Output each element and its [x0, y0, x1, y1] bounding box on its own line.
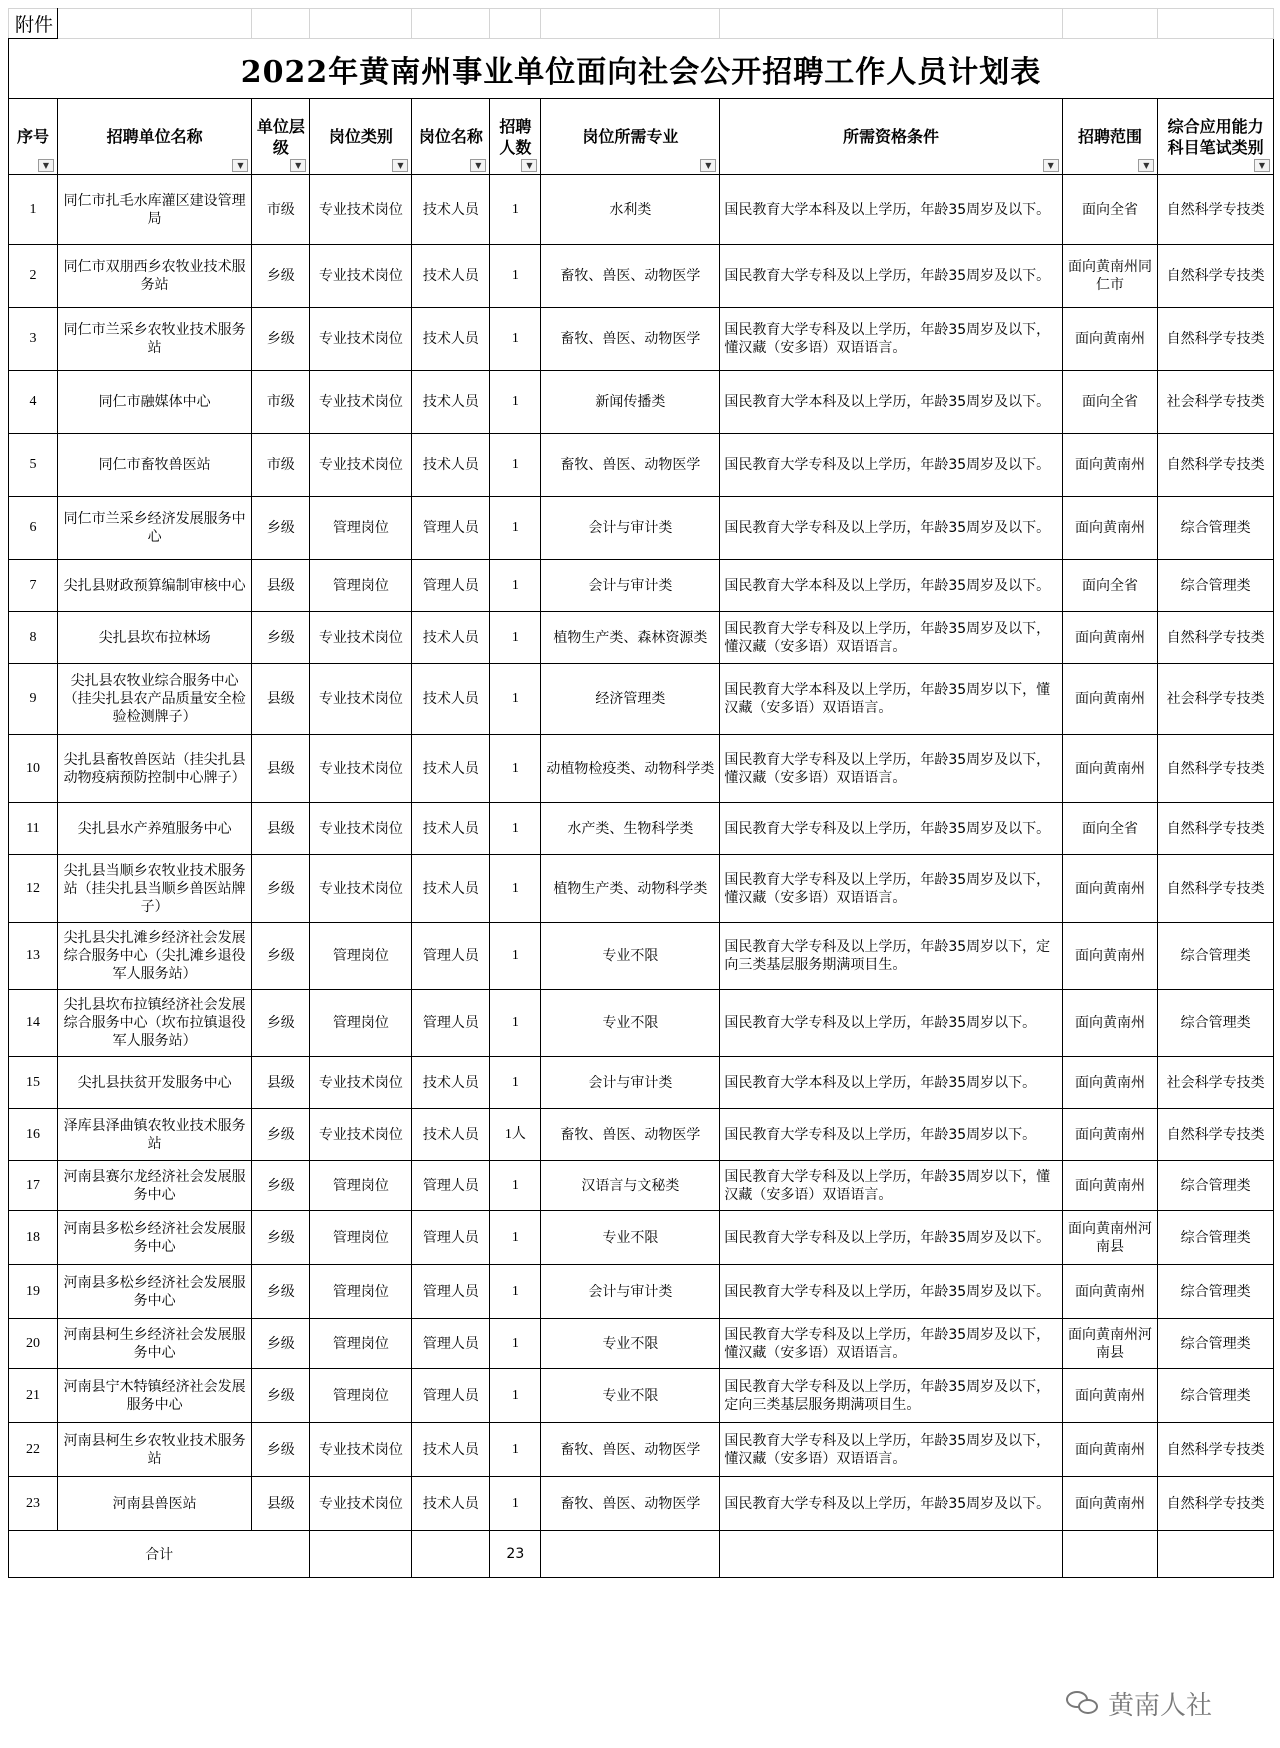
cell-requirements: 国民教育大学专科及以上学历，年龄35周岁及以下。 — [720, 497, 1062, 560]
cell-unit: 尖扎县坎布拉镇经济社会发展综合服务中心（坎布拉镇退役军人服务站） — [57, 990, 252, 1057]
cell-category: 管理岗位 — [310, 923, 412, 990]
table-row — [9, 434, 1274, 497]
cell-scope: 面向黄南州 — [1062, 1161, 1158, 1211]
cell-seq: 17 — [9, 1161, 58, 1211]
cell-category: 管理岗位 — [310, 1161, 412, 1211]
header-row — [9, 99, 1274, 175]
cell-category: 专业技术岗位 — [310, 308, 412, 371]
cell-level: 县级 — [252, 803, 310, 855]
cell-requirements: 国民教育大学专科及以上学历，年龄35周岁及以下，懂汉藏（安多语）双语语言。 — [720, 1319, 1062, 1369]
total-count: 23 — [490, 1531, 541, 1578]
cell-position: 技术人员 — [412, 175, 490, 245]
cell-major: 植物生产类、动物科学类 — [541, 855, 720, 923]
total-empty — [412, 1531, 490, 1578]
cell-level: 乡级 — [252, 1319, 310, 1369]
cell-scope: 面向黄南州 — [1062, 1265, 1158, 1319]
filter-dropdown-icon[interactable]: ▼ — [392, 159, 408, 172]
cell-major: 专业不限 — [541, 923, 720, 990]
filter-dropdown-icon[interactable]: ▼ — [38, 159, 54, 172]
cell-category: 专业技术岗位 — [310, 371, 412, 434]
cell-level: 乡级 — [252, 245, 310, 308]
cell-position: 管理人员 — [412, 1369, 490, 1423]
cell-requirements: 国民教育大学专科及以上学历，年龄35周岁及以下。 — [720, 1211, 1062, 1265]
cell-major: 畜牧、兽医、动物医学 — [541, 1423, 720, 1477]
cell-unit: 河南县宁木特镇经济社会发展服务中心 — [57, 1369, 252, 1423]
table-row — [9, 923, 1274, 990]
cell-position: 技术人员 — [412, 855, 490, 923]
cell-count: 1 — [490, 1423, 541, 1477]
cell-exam: 社会科学专技类 — [1158, 664, 1274, 735]
cell-seq: 20 — [9, 1319, 58, 1369]
cell-major: 汉语言与文秘类 — [541, 1161, 720, 1211]
cell-unit: 尖扎县财政预算编制审核中心 — [57, 560, 252, 612]
table-row — [9, 308, 1274, 371]
cell-scope: 面向黄南州河南县 — [1062, 1211, 1158, 1265]
cell-scope: 面向黄南州 — [1062, 308, 1158, 371]
table-row — [9, 560, 1274, 612]
cell-requirements: 国民教育大学本科及以上学历，年龄35周岁及以下。 — [720, 371, 1062, 434]
cell-position: 技术人员 — [412, 308, 490, 371]
cell-seq: 5 — [9, 434, 58, 497]
table-row — [9, 1057, 1274, 1109]
cell-category: 管理岗位 — [310, 560, 412, 612]
header-count: 招聘人数 ▼ — [490, 99, 541, 175]
cell-major: 畜牧、兽医、动物医学 — [541, 1477, 720, 1531]
total-label: 合计 — [9, 1531, 310, 1578]
cell-exam: 自然科学专技类 — [1158, 308, 1274, 371]
cell-level: 县级 — [252, 560, 310, 612]
cell-exam: 自然科学专技类 — [1158, 245, 1274, 308]
table-row — [9, 1265, 1274, 1319]
page-title: 2022年黄南州事业单位面向社会公开招聘工作人员计划表 — [9, 39, 1274, 99]
cell-category: 专业技术岗位 — [310, 803, 412, 855]
cell-scope: 面向黄南州 — [1062, 735, 1158, 803]
cell-exam: 综合管理类 — [1158, 560, 1274, 612]
header-exam: 综合应用能力科目笔试类别 ▼ — [1158, 99, 1274, 175]
cell-seq: 3 — [9, 308, 58, 371]
cell-level: 县级 — [252, 735, 310, 803]
cell-scope: 面向黄南州 — [1062, 1477, 1158, 1531]
cell-exam: 综合管理类 — [1158, 1161, 1274, 1211]
cell-scope: 面向黄南州 — [1062, 497, 1158, 560]
header-level: 单位层级 ▼ — [252, 99, 310, 175]
cell-category: 管理岗位 — [310, 1319, 412, 1369]
table-row — [9, 1211, 1274, 1265]
total-empty — [310, 1531, 412, 1578]
cell-requirements: 国民教育大学专科及以上学历，年龄35周岁及以下。 — [720, 1477, 1062, 1531]
cell-position: 管理人员 — [412, 990, 490, 1057]
cell-scope: 面向黄南州 — [1062, 664, 1158, 735]
cell-count: 1 — [490, 497, 541, 560]
cell-count: 1 — [490, 803, 541, 855]
cell-category: 管理岗位 — [310, 1265, 412, 1319]
cell-exam: 自然科学专技类 — [1158, 1477, 1274, 1531]
cell-major: 专业不限 — [541, 1369, 720, 1423]
cell-count: 1 — [490, 371, 541, 434]
total-row — [9, 1531, 1274, 1578]
cell-count: 1 — [490, 1211, 541, 1265]
cell-unit: 河南县兽医站 — [57, 1477, 252, 1531]
recruitment-plan-table — [8, 8, 1274, 1578]
header-requirements: 所需资格条件 ▼ — [720, 99, 1062, 175]
cell-category: 专业技术岗位 — [310, 434, 412, 497]
cell-count: 1 — [490, 175, 541, 245]
cell-seq: 23 — [9, 1477, 58, 1531]
cell-category: 专业技术岗位 — [310, 1109, 412, 1161]
header-scope: 招聘范围 ▼ — [1062, 99, 1158, 175]
cell-major: 会计与审计类 — [541, 497, 720, 560]
cell-scope: 面向黄南州 — [1062, 990, 1158, 1057]
cell-seq: 7 — [9, 560, 58, 612]
filter-dropdown-icon[interactable]: ▼ — [232, 159, 248, 172]
cell-requirements: 国民教育大学专科及以上学历，年龄35周岁及以下。 — [720, 434, 1062, 497]
cell-requirements: 国民教育大学专科及以上学历，年龄35周岁及以下，定向三类基层服务期满项目生。 — [720, 1369, 1062, 1423]
cell-exam: 自然科学专技类 — [1158, 855, 1274, 923]
filter-dropdown-icon[interactable]: ▼ — [1138, 159, 1154, 172]
cell-category: 专业技术岗位 — [310, 175, 412, 245]
cell-requirements: 国民教育大学专科及以上学历，年龄35周岁及以下，懂汉藏（安多语）双语语言。 — [720, 612, 1062, 664]
cell-category: 专业技术岗位 — [310, 855, 412, 923]
cell-category: 管理岗位 — [310, 990, 412, 1057]
cell-scope: 面向黄南州同仁市 — [1062, 245, 1158, 308]
cell-seq: 8 — [9, 612, 58, 664]
cell-category: 管理岗位 — [310, 1369, 412, 1423]
header-seq: 序号 ▼ — [9, 99, 58, 175]
cell-count: 1 — [490, 664, 541, 735]
cell-level: 乡级 — [252, 923, 310, 990]
cell-category: 管理岗位 — [310, 497, 412, 560]
cell-exam: 自然科学专技类 — [1158, 1109, 1274, 1161]
cell-requirements: 国民教育大学专科及以上学历，年龄35周岁及以下，懂汉藏（安多语）双语语言。 — [720, 735, 1062, 803]
cell-requirements: 国民教育大学专科及以上学历，年龄35周岁以下。 — [720, 1109, 1062, 1161]
cell-scope: 面向黄南州 — [1062, 923, 1158, 990]
cell-seq: 18 — [9, 1211, 58, 1265]
cell-scope: 面向全省 — [1062, 175, 1158, 245]
total-empty — [541, 1531, 720, 1578]
cell-category: 专业技术岗位 — [310, 1057, 412, 1109]
cell-major: 专业不限 — [541, 990, 720, 1057]
cell-seq: 22 — [9, 1423, 58, 1477]
header-category: 岗位类别 ▼ — [310, 99, 412, 175]
filter-dropdown-icon[interactable]: ▼ — [1043, 159, 1059, 172]
cell-unit: 河南县柯生乡经济社会发展服务中心 — [57, 1319, 252, 1369]
table-row — [9, 735, 1274, 803]
cell-category: 专业技术岗位 — [310, 664, 412, 735]
cell-unit: 泽库县泽曲镇农牧业技术服务站 — [57, 1109, 252, 1161]
table-row — [9, 371, 1274, 434]
cell-level: 市级 — [252, 175, 310, 245]
table-row — [9, 175, 1274, 245]
cell-exam: 自然科学专技类 — [1158, 803, 1274, 855]
cell-level: 县级 — [252, 664, 310, 735]
cell-major: 专业不限 — [541, 1319, 720, 1369]
cell-level: 乡级 — [252, 497, 310, 560]
table-row — [9, 1369, 1274, 1423]
cell-count: 1 — [490, 245, 541, 308]
cell-unit: 尖扎县坎布拉林场 — [57, 612, 252, 664]
cell-major: 会计与审计类 — [541, 560, 720, 612]
cell-scope: 面向黄南州 — [1062, 855, 1158, 923]
cell-seq: 16 — [9, 1109, 58, 1161]
total-empty — [720, 1531, 1062, 1578]
cell-seq: 21 — [9, 1369, 58, 1423]
cell-exam: 综合管理类 — [1158, 1265, 1274, 1319]
cell-exam: 自然科学专技类 — [1158, 1423, 1274, 1477]
table-row — [9, 803, 1274, 855]
cell-major: 畜牧、兽医、动物医学 — [541, 434, 720, 497]
cell-major: 植物生产类、森林资源类 — [541, 612, 720, 664]
cell-position: 管理人员 — [412, 1211, 490, 1265]
cell-major: 新闻传播类 — [541, 371, 720, 434]
cell-exam: 综合管理类 — [1158, 923, 1274, 990]
cell-unit: 同仁市双朋西乡农牧业技术服务站 — [57, 245, 252, 308]
cell-level: 市级 — [252, 371, 310, 434]
cell-count: 1 — [490, 1057, 541, 1109]
cell-level: 乡级 — [252, 1265, 310, 1319]
cell-requirements: 国民教育大学专科及以上学历，年龄35周岁及以下，懂汉藏（安多语）双语语言。 — [720, 1423, 1062, 1477]
cell-position: 技术人员 — [412, 735, 490, 803]
cell-category: 专业技术岗位 — [310, 245, 412, 308]
cell-major: 水利类 — [541, 175, 720, 245]
cell-level: 县级 — [252, 1477, 310, 1531]
cell-exam: 自然科学专技类 — [1158, 612, 1274, 664]
cell-level: 县级 — [252, 1057, 310, 1109]
cell-level: 乡级 — [252, 308, 310, 371]
cell-unit: 同仁市扎毛水库灌区建设管理局 — [57, 175, 252, 245]
cell-count: 1 — [490, 308, 541, 371]
cell-position: 管理人员 — [412, 1265, 490, 1319]
cell-count: 1 — [490, 1161, 541, 1211]
table-row — [9, 1161, 1274, 1211]
cell-requirements: 国民教育大学专科及以上学历，年龄35周岁及以下。 — [720, 803, 1062, 855]
cell-seq: 10 — [9, 735, 58, 803]
cell-count: 1 — [490, 612, 541, 664]
cell-unit: 尖扎县当顺乡农牧业技术服务站（挂尖扎县当顺乡兽医站牌子） — [57, 855, 252, 923]
cell-position: 管理人员 — [412, 1319, 490, 1369]
header-position: 岗位名称 ▼ — [412, 99, 490, 175]
cell-requirements: 国民教育大学专科及以上学历，年龄35周岁及以下。 — [720, 1265, 1062, 1319]
cell-exam: 自然科学专技类 — [1158, 434, 1274, 497]
cell-position: 技术人员 — [412, 245, 490, 308]
cell-position: 技术人员 — [412, 434, 490, 497]
cell-position: 技术人员 — [412, 803, 490, 855]
cell-position: 技术人员 — [412, 1057, 490, 1109]
cell-level: 乡级 — [252, 1369, 310, 1423]
table-row — [9, 497, 1274, 560]
cell-major: 动植物检疫类、动物科学类 — [541, 735, 720, 803]
filter-dropdown-icon[interactable]: ▼ — [290, 159, 306, 172]
table-row — [9, 855, 1274, 923]
cell-scope: 面向黄南州 — [1062, 1057, 1158, 1109]
cell-unit: 同仁市畜牧兽医站 — [57, 434, 252, 497]
cell-scope: 面向全省 — [1062, 803, 1158, 855]
cell-requirements: 国民教育大学专科及以上学历，年龄35周岁及以下。 — [720, 245, 1062, 308]
cell-seq: 19 — [9, 1265, 58, 1319]
cell-unit: 河南县多松乡经济社会发展服务中心 — [57, 1211, 252, 1265]
spreadsheet — [8, 8, 1274, 1578]
cell-exam: 综合管理类 — [1158, 1319, 1274, 1369]
cell-count: 1 — [490, 1319, 541, 1369]
table-row — [9, 1477, 1274, 1531]
filter-dropdown-icon[interactable]: ▼ — [521, 159, 537, 172]
cell-scope: 面向全省 — [1062, 371, 1158, 434]
cell-unit: 同仁市兰采乡经济发展服务中心 — [57, 497, 252, 560]
cell-count: 1 — [490, 1477, 541, 1531]
cell-count: 1 — [490, 855, 541, 923]
cell-unit: 尖扎县水产养殖服务中心 — [57, 803, 252, 855]
cell-position: 技术人员 — [412, 1477, 490, 1531]
cell-category: 管理岗位 — [310, 1211, 412, 1265]
cell-level: 乡级 — [252, 1211, 310, 1265]
cell-seq: 1 — [9, 175, 58, 245]
cell-position: 技术人员 — [412, 1423, 490, 1477]
cell-exam: 社会科学专技类 — [1158, 371, 1274, 434]
cell-count: 1 — [490, 735, 541, 803]
cell-count: 1 — [490, 1265, 541, 1319]
filter-dropdown-icon[interactable]: ▼ — [1254, 159, 1270, 172]
cell-unit: 同仁市兰采乡农牧业技术服务站 — [57, 308, 252, 371]
cell-unit: 同仁市融媒体中心 — [57, 371, 252, 434]
table-row — [9, 612, 1274, 664]
cell-requirements: 国民教育大学本科及以上学历，年龄35周岁及以下。 — [720, 560, 1062, 612]
cell-position: 管理人员 — [412, 497, 490, 560]
cell-major: 会计与审计类 — [541, 1057, 720, 1109]
cell-level: 乡级 — [252, 1161, 310, 1211]
cell-requirements: 国民教育大学本科及以上学历，年龄35周岁以下。 — [720, 1057, 1062, 1109]
cell-unit: 尖扎县扶贫开发服务中心 — [57, 1057, 252, 1109]
cell-position: 管理人员 — [412, 1161, 490, 1211]
cell-requirements: 国民教育大学专科及以上学历，年龄35周岁及以下，懂汉藏（安多语）双语语言。 — [720, 855, 1062, 923]
cell-level: 乡级 — [252, 855, 310, 923]
cell-category: 专业技术岗位 — [310, 735, 412, 803]
table-row — [9, 1109, 1274, 1161]
cell-level: 乡级 — [252, 990, 310, 1057]
cell-scope: 面向黄南州 — [1062, 1369, 1158, 1423]
filter-dropdown-icon[interactable]: ▼ — [470, 159, 486, 172]
cell-exam: 综合管理类 — [1158, 990, 1274, 1057]
cell-level: 乡级 — [252, 1423, 310, 1477]
cell-position: 技术人员 — [412, 371, 490, 434]
cell-unit: 尖扎县畜牧兽医站（挂尖扎县动物疫病预防控制中心牌子） — [57, 735, 252, 803]
cell-requirements: 国民教育大学专科及以上学历，年龄35周岁及以下，懂汉藏（安多语）双语语言。 — [720, 308, 1062, 371]
cell-level: 市级 — [252, 434, 310, 497]
cell-requirements: 国民教育大学本科及以上学历，年龄35周岁及以下。 — [720, 175, 1062, 245]
cell-major: 专业不限 — [541, 1211, 720, 1265]
cell-exam: 自然科学专技类 — [1158, 175, 1274, 245]
cell-count: 1 — [490, 1369, 541, 1423]
cell-exam: 综合管理类 — [1158, 497, 1274, 560]
header-major: 岗位所需专业 ▼ — [541, 99, 720, 175]
cell-count: 1 — [490, 990, 541, 1057]
total-empty — [1062, 1531, 1158, 1578]
cell-category: 专业技术岗位 — [310, 1477, 412, 1531]
cell-major: 畜牧、兽医、动物医学 — [541, 245, 720, 308]
table-row — [9, 990, 1274, 1057]
cell-scope: 面向黄南州 — [1062, 1423, 1158, 1477]
cell-count: 1 — [490, 560, 541, 612]
cell-seq: 11 — [9, 803, 58, 855]
cell-unit: 尖扎县尖扎滩乡经济社会发展综合服务中心（尖扎滩乡退役军人服务站） — [57, 923, 252, 990]
cell-major: 会计与审计类 — [541, 1265, 720, 1319]
cell-unit: 河南县赛尔龙经济社会发展服务中心 — [57, 1161, 252, 1211]
cell-position: 技术人员 — [412, 612, 490, 664]
cell-requirements: 国民教育大学专科及以上学历，年龄35周岁以下。 — [720, 990, 1062, 1057]
attachment-label: 附件 — [9, 9, 58, 39]
cell-major: 畜牧、兽医、动物医学 — [541, 1109, 720, 1161]
cell-seq: 14 — [9, 990, 58, 1057]
cell-exam: 综合管理类 — [1158, 1369, 1274, 1423]
wechat-icon — [1066, 1691, 1100, 1717]
cell-seq: 15 — [9, 1057, 58, 1109]
cell-count: 1人 — [490, 1109, 541, 1161]
cell-scope: 面向全省 — [1062, 560, 1158, 612]
cell-unit: 尖扎县农牧业综合服务中心（挂尖扎县农产品质量安全检验检测牌子） — [57, 664, 252, 735]
cell-level: 乡级 — [252, 1109, 310, 1161]
cell-scope: 面向黄南州 — [1062, 434, 1158, 497]
table-row — [9, 245, 1274, 308]
wechat-watermark — [1066, 1685, 1212, 1722]
cell-scope: 面向黄南州河南县 — [1062, 1319, 1158, 1369]
watermark-text: 黄南人社 — [1108, 1691, 1213, 1721]
cell-category: 专业技术岗位 — [310, 1423, 412, 1477]
cell-seq: 9 — [9, 664, 58, 735]
table-row — [9, 1423, 1274, 1477]
cell-unit: 河南县多松乡经济社会发展服务中心 — [57, 1265, 252, 1319]
cell-count: 1 — [490, 434, 541, 497]
cell-major: 畜牧、兽医、动物医学 — [541, 308, 720, 371]
cell-seq: 6 — [9, 497, 58, 560]
cell-count: 1 — [490, 923, 541, 990]
cell-major: 水产类、生物科学类 — [541, 803, 720, 855]
cell-position: 管理人员 — [412, 923, 490, 990]
filter-dropdown-icon[interactable]: ▼ — [700, 159, 716, 172]
cell-scope: 面向黄南州 — [1062, 612, 1158, 664]
cell-unit: 河南县柯生乡农牧业技术服务站 — [57, 1423, 252, 1477]
cell-seq: 12 — [9, 855, 58, 923]
cell-position: 管理人员 — [412, 560, 490, 612]
total-empty — [1158, 1531, 1274, 1578]
cell-exam: 综合管理类 — [1158, 1211, 1274, 1265]
cell-requirements: 国民教育大学专科及以上学历，年龄35周岁以下，定向三类基层服务期满项目生。 — [720, 923, 1062, 990]
cell-position: 技术人员 — [412, 1109, 490, 1161]
table-row — [9, 664, 1274, 735]
cell-position: 技术人员 — [412, 664, 490, 735]
table-row — [9, 1319, 1274, 1369]
cell-requirements: 国民教育大学本科及以上学历，年龄35周岁以下，懂汉藏（安多语）双语语言。 — [720, 664, 1062, 735]
cell-category: 专业技术岗位 — [310, 612, 412, 664]
cell-seq: 4 — [9, 371, 58, 434]
cell-major: 经济管理类 — [541, 664, 720, 735]
cell-scope: 面向黄南州 — [1062, 1109, 1158, 1161]
cell-seq: 2 — [9, 245, 58, 308]
header-unit: 招聘单位名称 ▼ — [57, 99, 252, 175]
cell-exam: 自然科学专技类 — [1158, 735, 1274, 803]
cell-seq: 13 — [9, 923, 58, 990]
cell-exam: 社会科学专技类 — [1158, 1057, 1274, 1109]
cell-level: 乡级 — [252, 612, 310, 664]
cell-requirements: 国民教育大学专科及以上学历，年龄35周岁以下，懂汉藏（安多语）双语语言。 — [720, 1161, 1062, 1211]
